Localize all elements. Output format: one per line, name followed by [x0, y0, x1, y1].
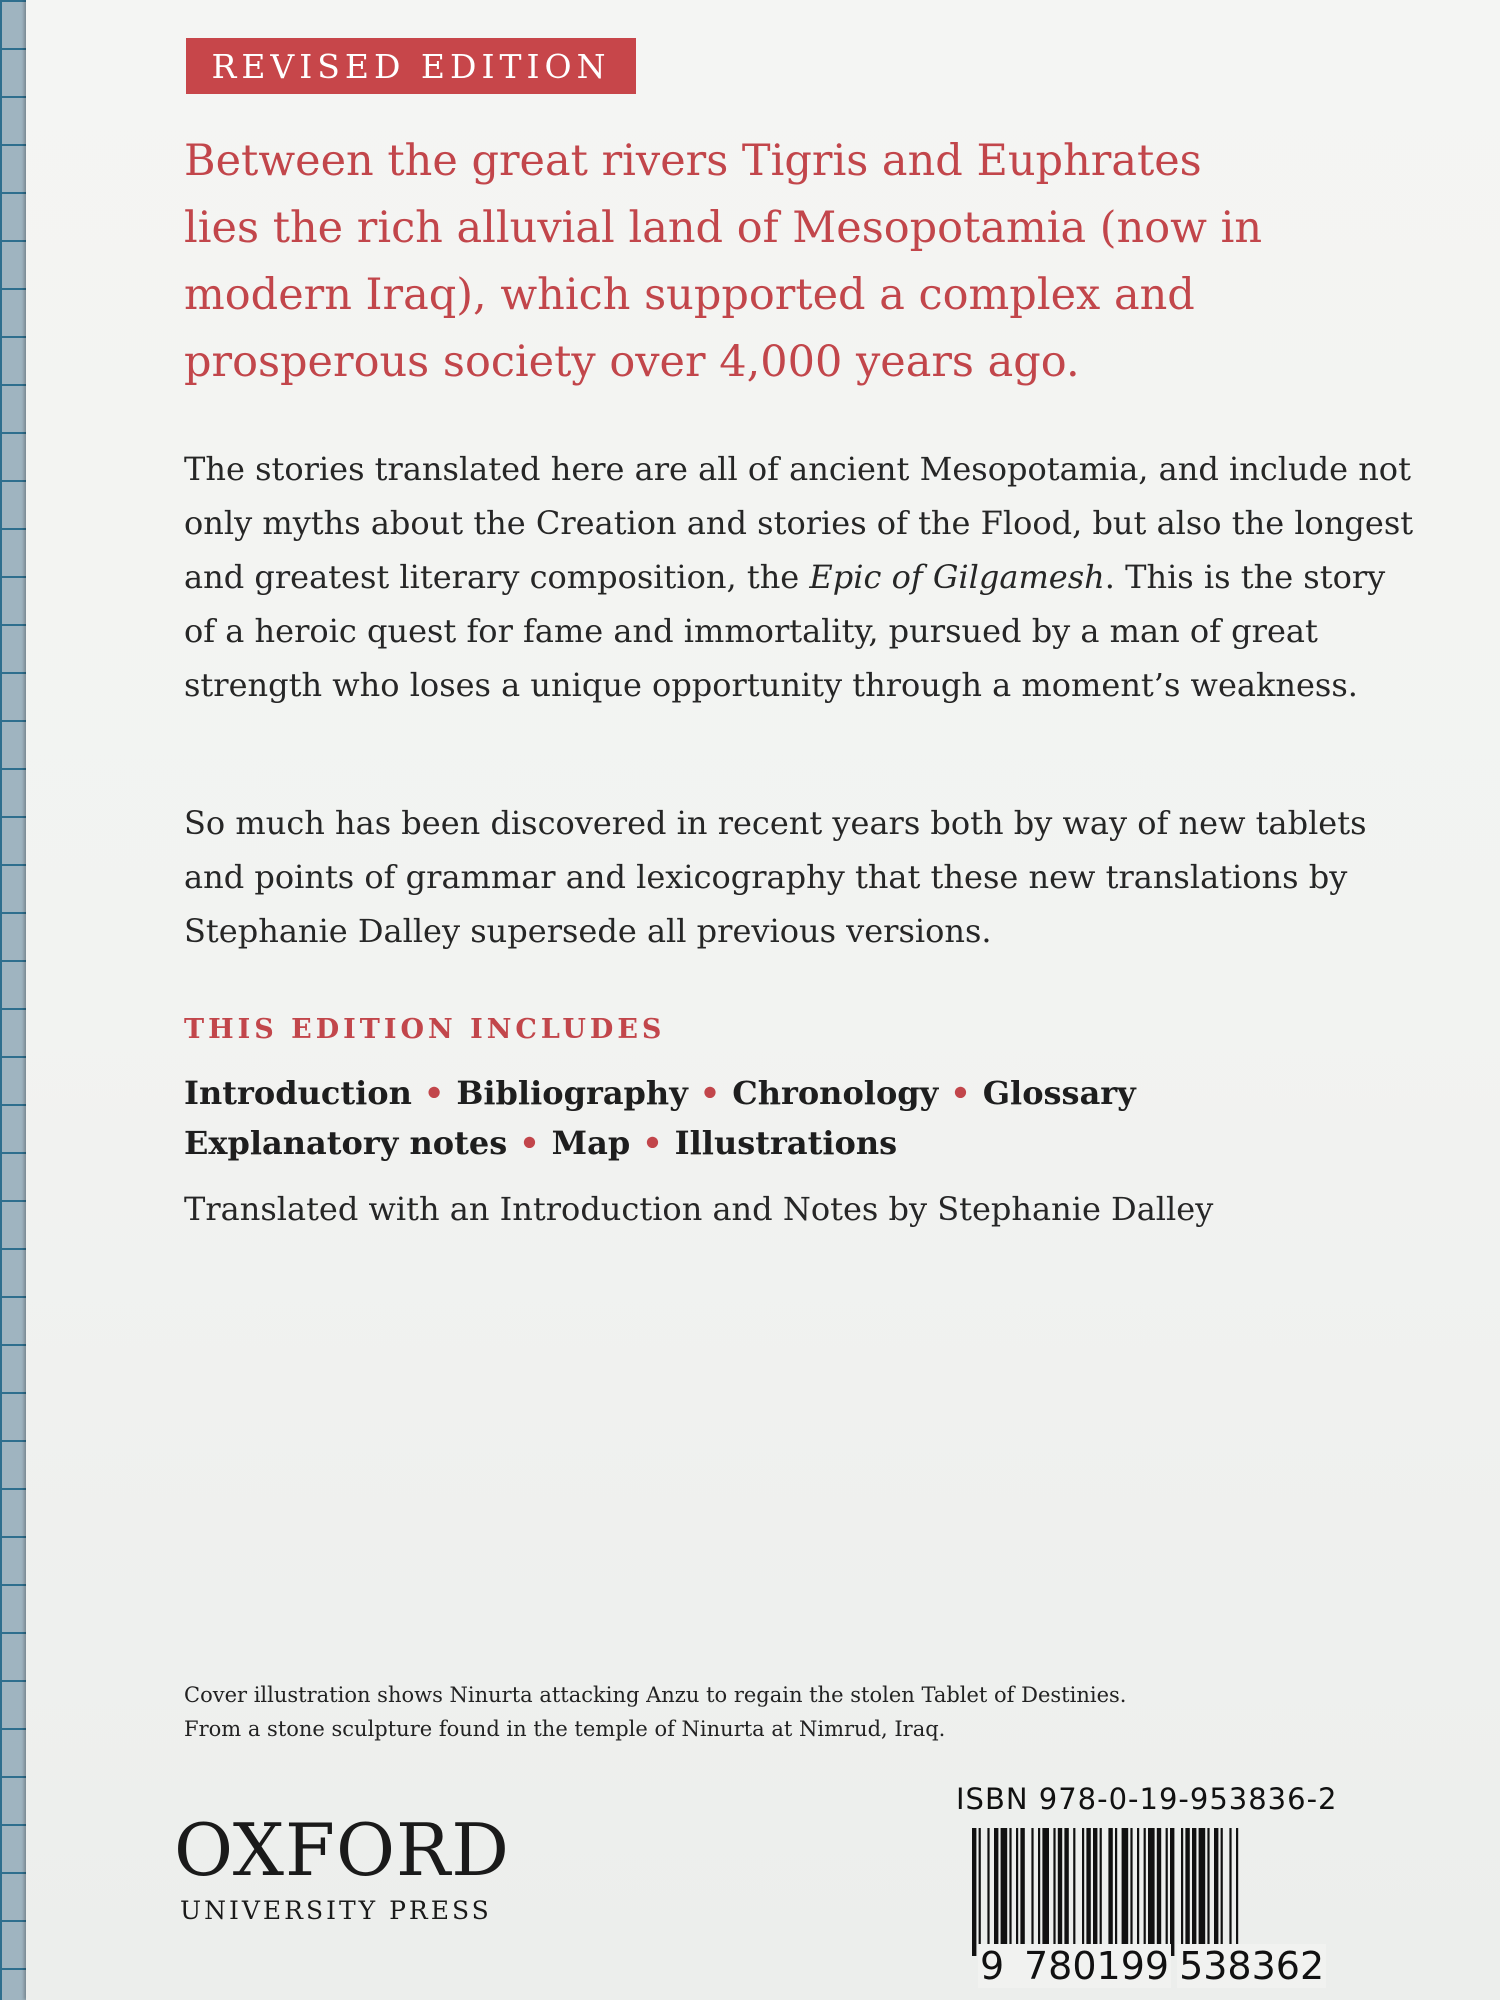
- publisher-logo: [174, 1808, 510, 1925]
- publisher-name: OXFORD: [174, 1808, 510, 1892]
- barcode-bar: [1166, 1828, 1168, 1956]
- barcode-bar: [972, 1828, 976, 1956]
- barcode-bar: [1073, 1828, 1075, 1956]
- barcode-bar: [1170, 1828, 1174, 1956]
- barcode-bar: [1207, 1828, 1209, 1956]
- barcode-bar: [1053, 1828, 1055, 1956]
- barcode-bar: [1192, 1828, 1196, 1956]
- barcode-bar: [1108, 1828, 1112, 1956]
- includes-item: Bibliography: [456, 1074, 688, 1112]
- book-back-cover: [26, 0, 1500, 2000]
- grid-paper-edge: [0, 0, 26, 2000]
- barcode-bar: [1115, 1828, 1117, 1956]
- barcode-bar: [994, 1828, 998, 1956]
- barcode-bar: [1144, 1828, 1146, 1956]
- lead-blurb: Between the great rivers Tigris and Euphrates lies the rich alluvial land of Mesopotamia (now in modern Iraq), which supported a complex and prosperous society over 4,000 years ago.: [184, 136, 1263, 387]
- bullet-icon: •: [423, 1074, 445, 1112]
- includes-item: Map: [551, 1124, 631, 1162]
- isbn-label: ISBN 978-0-19-953836-2: [956, 1782, 1338, 1816]
- bullet-icon: •: [519, 1124, 540, 1162]
- barcode-bar: [1122, 1828, 1129, 1956]
- barcode-bar: [1031, 1828, 1033, 1956]
- includes-item: Glossary: [982, 1074, 1136, 1112]
- includes-heading: THIS EDITION INCLUDES: [184, 1014, 666, 1045]
- barcode-bar: [1001, 1828, 1008, 1956]
- description-text-1a: The stories translated here are all of ancient Mesopotamia, and include not only myths about the Creation and stories of the Flood, but also the longest and greatest literary composition, the: [184, 450, 1414, 596]
- barcode-digit-first: 9: [978, 1944, 1022, 1988]
- includes-list: [184, 1068, 1284, 1168]
- bullet-icon: •: [950, 1074, 971, 1112]
- barcode-bar: [1214, 1828, 1218, 1956]
- barcode-digits-left: 780199: [1024, 1944, 1170, 1988]
- barcode-bar: [1199, 1828, 1206, 1956]
- includes-row-2: [184, 1118, 1284, 1168]
- barcode-bar: [1042, 1828, 1049, 1956]
- includes-row-1: [184, 1068, 1284, 1118]
- barcode-icon: [972, 1828, 1392, 1956]
- barcode-bar: [1009, 1828, 1011, 1956]
- cover-note-line-1: Cover illustration shows Ninurta attacking Anzu to regain the stolen Tablet of Destinies.: [184, 1683, 1127, 1707]
- barcode-bar: [1038, 1828, 1040, 1956]
- cover-note-line-2: From a stone sculpture found in the temple of Ninurta at Nimrud, Iraq.: [184, 1717, 946, 1741]
- includes-item: Introduction: [184, 1074, 412, 1112]
- description-paragraph-2: So much has been discovered in recent years both by way of new tablets and points of grammar and lexicography that these new translations by Stephanie Dalley supersede all previous versions.: [184, 804, 1367, 950]
- bullet-icon: •: [642, 1124, 663, 1162]
- barcode-bar: [1229, 1828, 1231, 1956]
- barcode-bar: [1130, 1828, 1132, 1956]
- barcode-bar: [1086, 1828, 1090, 1956]
- includes-item: Illustrations: [674, 1124, 898, 1162]
- description-text-1b: . This is the story of a heroic quest for fame and immortality, pursued by a man of great strength who loses a unique opportunity through a moment’s weakness.: [184, 558, 1386, 704]
- barcode-bar: [979, 1828, 981, 1956]
- barcode-bar: [1181, 1828, 1183, 1956]
- barcode-bar: [1020, 1828, 1024, 1956]
- barcode-bar: [1100, 1828, 1102, 1956]
- work-title: Epic of Gilgamesh: [809, 558, 1105, 596]
- barcode-bar: [1058, 1828, 1062, 1956]
- barcode-bar: [1064, 1828, 1068, 1956]
- barcode-bar: [1093, 1828, 1097, 1956]
- cover-illustration-note: [184, 1678, 1184, 1746]
- bullet-icon: •: [699, 1074, 721, 1112]
- barcode-bar: [1185, 1828, 1189, 1956]
- barcode-bar: [1148, 1828, 1155, 1956]
- barcode-bar: [1236, 1828, 1238, 1956]
- description-paragraph-1: [184, 442, 1414, 712]
- barcode-bar: [1137, 1828, 1139, 1956]
- includes-item: Chronology: [732, 1074, 939, 1112]
- barcode-bar: [1157, 1828, 1161, 1956]
- includes-item: Explanatory notes: [184, 1124, 508, 1162]
- barcode-bar: [1082, 1828, 1084, 1956]
- barcode-bar: [987, 1828, 989, 1956]
- publisher-subtitle: UNIVERSITY PRESS: [180, 1896, 492, 1925]
- barcode-digits: [978, 1944, 1398, 1988]
- edition-badge: REVISED EDITION: [186, 38, 636, 94]
- barcode-bar: [1221, 1828, 1223, 1956]
- barcode-bar: [1016, 1828, 1018, 1956]
- translator-credit: Translated with an Introduction and Notes by Stephanie Dalley: [184, 1190, 1214, 1228]
- barcode-digits-right: 538362: [1179, 1944, 1325, 1988]
